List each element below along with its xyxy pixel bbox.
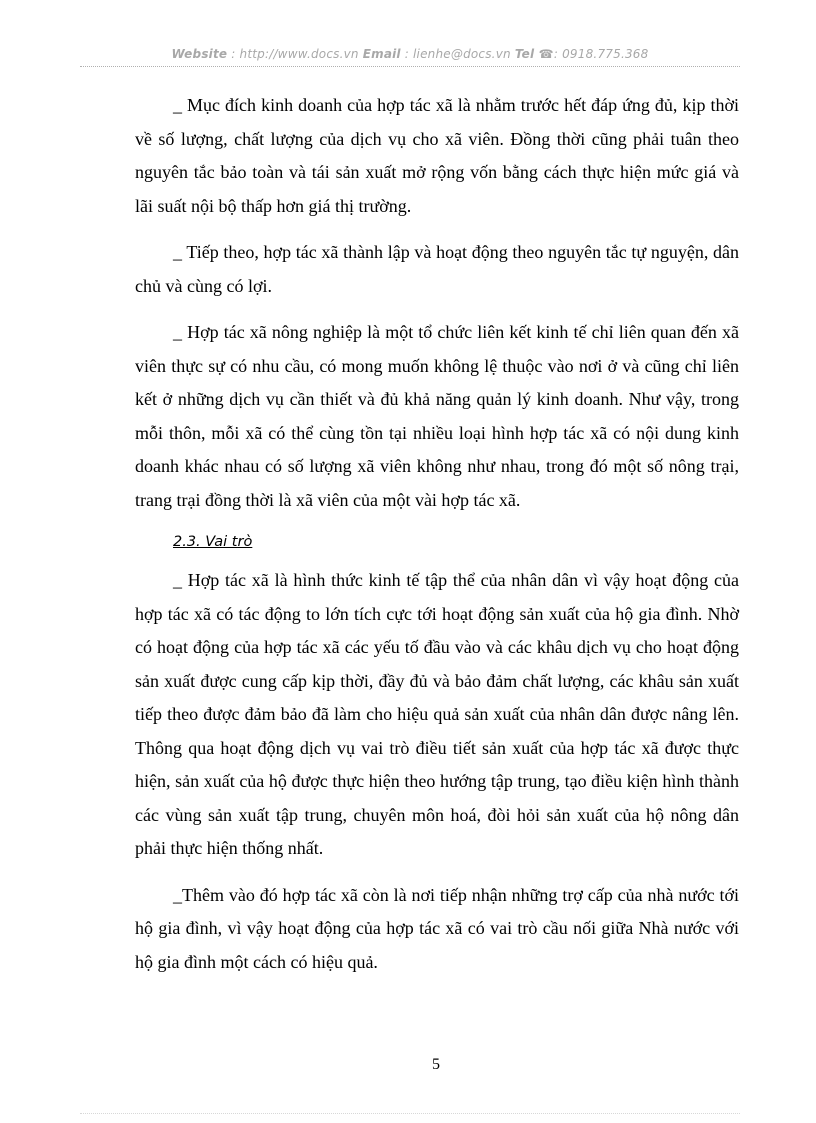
page-body (135, 89, 739, 992)
website-label: Website (171, 47, 228, 61)
tel-number: : 0918.775.368 (553, 47, 649, 61)
paragraph: _ Mục đích kinh doanh của hợp tác xã là nhằm trước hết đáp ứng đủ, kịp thời về số lượng, chất lượng của dịch vụ cho xã viên. Đồng thời cũng phải tuân theo nguyên tắc bảo toàn và tái sản xuất mở rộng vốn bằng cách thực hiện mức giá và lãi suất nội bộ thấp hơn giá thị trường. (135, 95, 739, 216)
tel-label: Tel ☎ (514, 47, 554, 61)
page-header (80, 47, 740, 61)
paragraph: _Thêm vào đó hợp tác xã còn là nơi tiếp nhận những trợ cấp của nhà nước tới hộ gia đình, vì vậy hoạt động của hợp tác xã có vai trò cầu nối giữa Nhà nước với hộ gia đình một cách có hiệu quả. (135, 884, 739, 972)
section-heading: 2.3. Vai trò (173, 534, 253, 550)
email-label: Email (362, 47, 401, 61)
paragraph: _ Tiếp theo, hợp tác xã thành lập và hoạt động theo nguyên tắc tự nguyện, dân chủ và cùng có lợi. (135, 242, 739, 296)
footer-divider (80, 1113, 740, 1114)
paragraph: _ Hợp tác xã nông nghiệp là một tổ chức liên kết kinh tế chỉ liên quan đến xã viên thực sự có nhu cầu, có mong muốn không lệ thuộc vào nơi ở và cũng chỉ liên kết ở những dịch vụ cần thiết và đủ khả năng quản lý kinh doanh. Như vậy, trong mỗi thôn, mỗi xã có thể cùng tồn tại nhiều loại hình hợp tác xã có nội dung kinh doanh khác nhau có số lượng xã viên không như nhau, trong đó một số nông trại, trang trại đồng thời là xã viên của một vài hợp tác xã. (135, 322, 739, 510)
website-url: : http://www.docs.vn (227, 47, 363, 61)
page-number: 5 (432, 1056, 440, 1073)
email-address: : lienhe@docs.vn (400, 47, 515, 61)
paragraph: _ Hợp tác xã là hình thức kinh tế tập thể của nhân dân vì vậy hoạt động của hợp tác xã có tác động to lớn tích cực tới hoạt động sản xuất của hộ gia đình. Nhờ có hoạt động của hợp tác xã các yếu tố đầu vào và các khâu dịch vụ cho hoạt động sản xuất được cung cấp kịp thời, đầy đủ và bảo đảm chất lượng, các khâu sản xuất tiếp theo được đảm bảo đã làm cho hiệu quả sản xuất của nhân dân được nâng lên. Thông qua hoạt động dịch vụ vai trò điều tiết sản xuất của hợp tác xã được thực hiện, sản xuất của hộ được thực hiện theo hướng tập trung, tạo điều kiện hình thành các vùng sản xuất tập trung, chuyên môn hoá, đòi hỏi sản xuất của hộ nông dân phải thực hiện thống nhất. (135, 570, 739, 858)
header-divider (80, 66, 740, 67)
